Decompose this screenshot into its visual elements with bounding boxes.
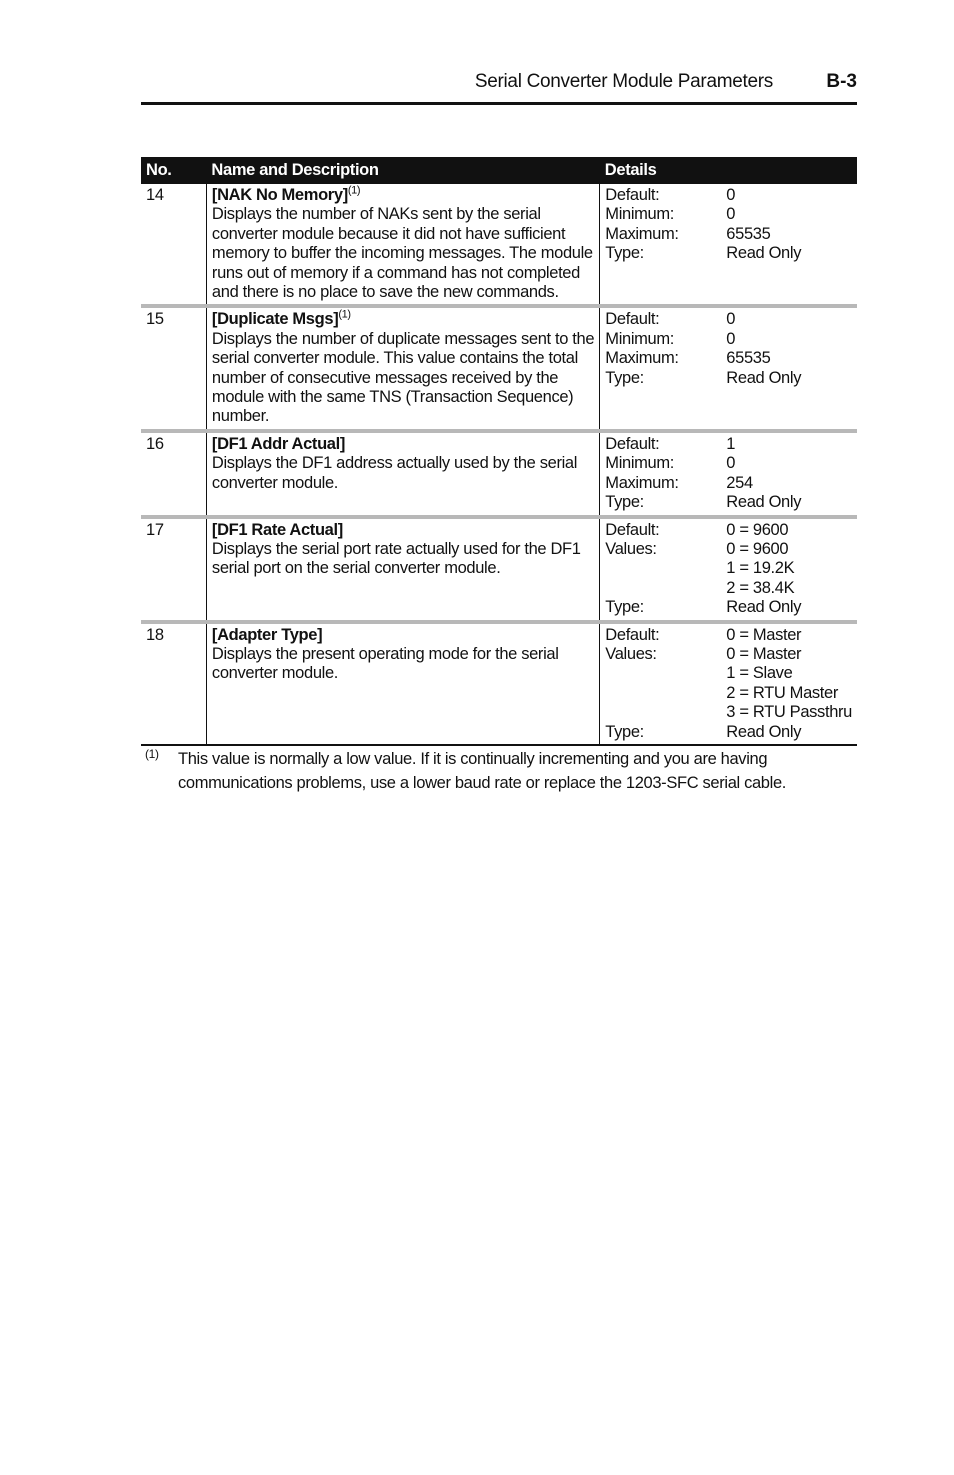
detail-label: Minimum: [605, 454, 674, 473]
detail-label: Default: [605, 434, 660, 453]
detail-value: 1 [726, 434, 736, 453]
detail-label: Minimum: [605, 205, 674, 224]
header-rule [141, 102, 857, 105]
parameter-number: 17 [141, 517, 206, 622]
footnote-line-2: communications problems, use a lower baud rate or replace the 1203-SFC serial cable. [178, 774, 787, 792]
detail-label: Minimum: [605, 329, 674, 348]
parameter-name-line [212, 310, 594, 329]
detail-label [605, 684, 726, 703]
detail-label [605, 664, 726, 683]
detail-label [605, 559, 726, 578]
parameter-name-line [212, 626, 594, 645]
parameter-number: 18 [141, 622, 206, 745]
parameter-description: Displays the present operating mode for the serial converter module. [211, 644, 559, 683]
detail-value: 2 = RTU Master [726, 683, 839, 702]
detail-label: Type: [605, 598, 644, 617]
page-number: B-3 [826, 71, 857, 92]
table-row [141, 517, 857, 622]
table-header-row [141, 157, 857, 184]
parameter-details [600, 306, 857, 430]
detail-label: Default: [605, 625, 660, 644]
parameter-name-description [206, 431, 599, 517]
details-grid [605, 310, 852, 388]
table-body [141, 184, 857, 745]
detail-label: Type: [605, 722, 644, 741]
detail-value: Read Only [726, 722, 802, 741]
parameter-name: [NAK No Memory] [211, 186, 348, 204]
details-grid [605, 521, 852, 618]
parameter-name-description [206, 517, 599, 622]
detail-value: 3 = RTU Passthru [726, 703, 852, 722]
page-header [141, 68, 857, 102]
detail-value: 1 = 19.2K [726, 559, 795, 578]
detail-value: 65535 [726, 349, 771, 368]
detail-value: Read Only [726, 368, 802, 387]
parameter-name-line [212, 521, 594, 540]
parameter-description: Displays the number of duplicate messages sent to the serial converter module. This value contains the total number of consecutive messages received by the module with the same TNS (Transaction Sequence) number. [211, 329, 595, 426]
parameter-number: 16 [141, 431, 206, 517]
column-header-name-description: Name and Description [206, 157, 599, 184]
detail-value: 2 = 38.4K [726, 578, 795, 597]
parameter-description: Displays the number of NAKs sent by the serial converter module because it did not have sufficient memory to buffer the incoming messages. The module runs out of memory if a command has not completed and there is no place to save the new commands. [211, 205, 593, 302]
parameter-description: Displays the DF1 address actually used by the serial converter module. [211, 454, 578, 492]
detail-label: Default: [605, 186, 660, 204]
detail-label [605, 703, 726, 722]
column-header-no: No. [141, 157, 206, 184]
parameter-number: 14 [141, 184, 206, 306]
parameter-details [600, 184, 857, 306]
footnote-mark: (1) [145, 747, 159, 761]
details-grid [605, 435, 852, 513]
parameter-details [600, 622, 857, 745]
footnote-reference: (1) [347, 184, 361, 197]
parameter-details [600, 517, 857, 622]
detail-value: 0 [726, 205, 736, 224]
table-row [141, 622, 857, 745]
parameter-table [141, 157, 857, 746]
details-grid [605, 626, 852, 742]
parameter-name-description [206, 184, 599, 306]
detail-label: Maximum: [605, 349, 679, 368]
table-row [141, 184, 857, 306]
footnote-reference: (1) [338, 308, 351, 321]
table-row [141, 306, 857, 430]
detail-value: Read Only [726, 244, 802, 263]
parameter-name-line [212, 186, 594, 205]
parameter-name: [DF1 Rate Actual] [211, 520, 343, 539]
detail-value: 0 = Master [726, 625, 802, 644]
detail-value: 254 [726, 473, 753, 492]
parameter-name: [DF1 Addr Actual] [211, 434, 345, 453]
detail-value: 0 [726, 454, 736, 473]
detail-value: Read Only [726, 493, 802, 512]
parameter-number: 15 [141, 306, 206, 430]
detail-label: Maximum: [605, 473, 679, 492]
detail-label: Type: [605, 244, 644, 263]
details-grid [605, 186, 852, 264]
detail-label: Type: [605, 493, 644, 512]
detail-label: Default: [605, 520, 660, 539]
detail-value: 0 [726, 310, 736, 329]
detail-value: 0 = 9600 [726, 539, 789, 558]
table-row [141, 431, 857, 517]
parameter-name: [Adapter Type] [211, 625, 323, 644]
detail-label: Values: [605, 539, 657, 558]
parameter-details [600, 431, 857, 517]
detail-value: 0 = Master [726, 644, 802, 663]
detail-label: Type: [605, 368, 644, 387]
column-header-details: Details [600, 157, 857, 184]
detail-label: Default: [605, 310, 660, 329]
detail-value: 1 = Slave [726, 664, 793, 683]
detail-value: Read Only [726, 598, 802, 617]
parameter-name-description [206, 306, 599, 430]
detail-value: 0 [726, 186, 736, 204]
detail-value: 0 = 9600 [726, 520, 789, 539]
footnote [145, 747, 845, 795]
detail-label [605, 579, 726, 598]
header-title: Serial Converter Module Parameters [474, 71, 773, 92]
detail-value: 0 [726, 329, 736, 348]
detail-label: Maximum: [605, 224, 679, 243]
parameter-name-line [212, 435, 594, 454]
footnote-line-1: This value is normally a low value. If it is continually incrementing and you are having [178, 750, 768, 768]
detail-label: Values: [605, 644, 657, 663]
parameter-name-description [206, 622, 599, 745]
parameter-name: [Duplicate Msgs] [211, 310, 339, 329]
parameter-description: Displays the serial port rate actually used for the DF1 serial port on the serial converter module. [211, 539, 581, 578]
detail-value: 65535 [726, 224, 771, 243]
